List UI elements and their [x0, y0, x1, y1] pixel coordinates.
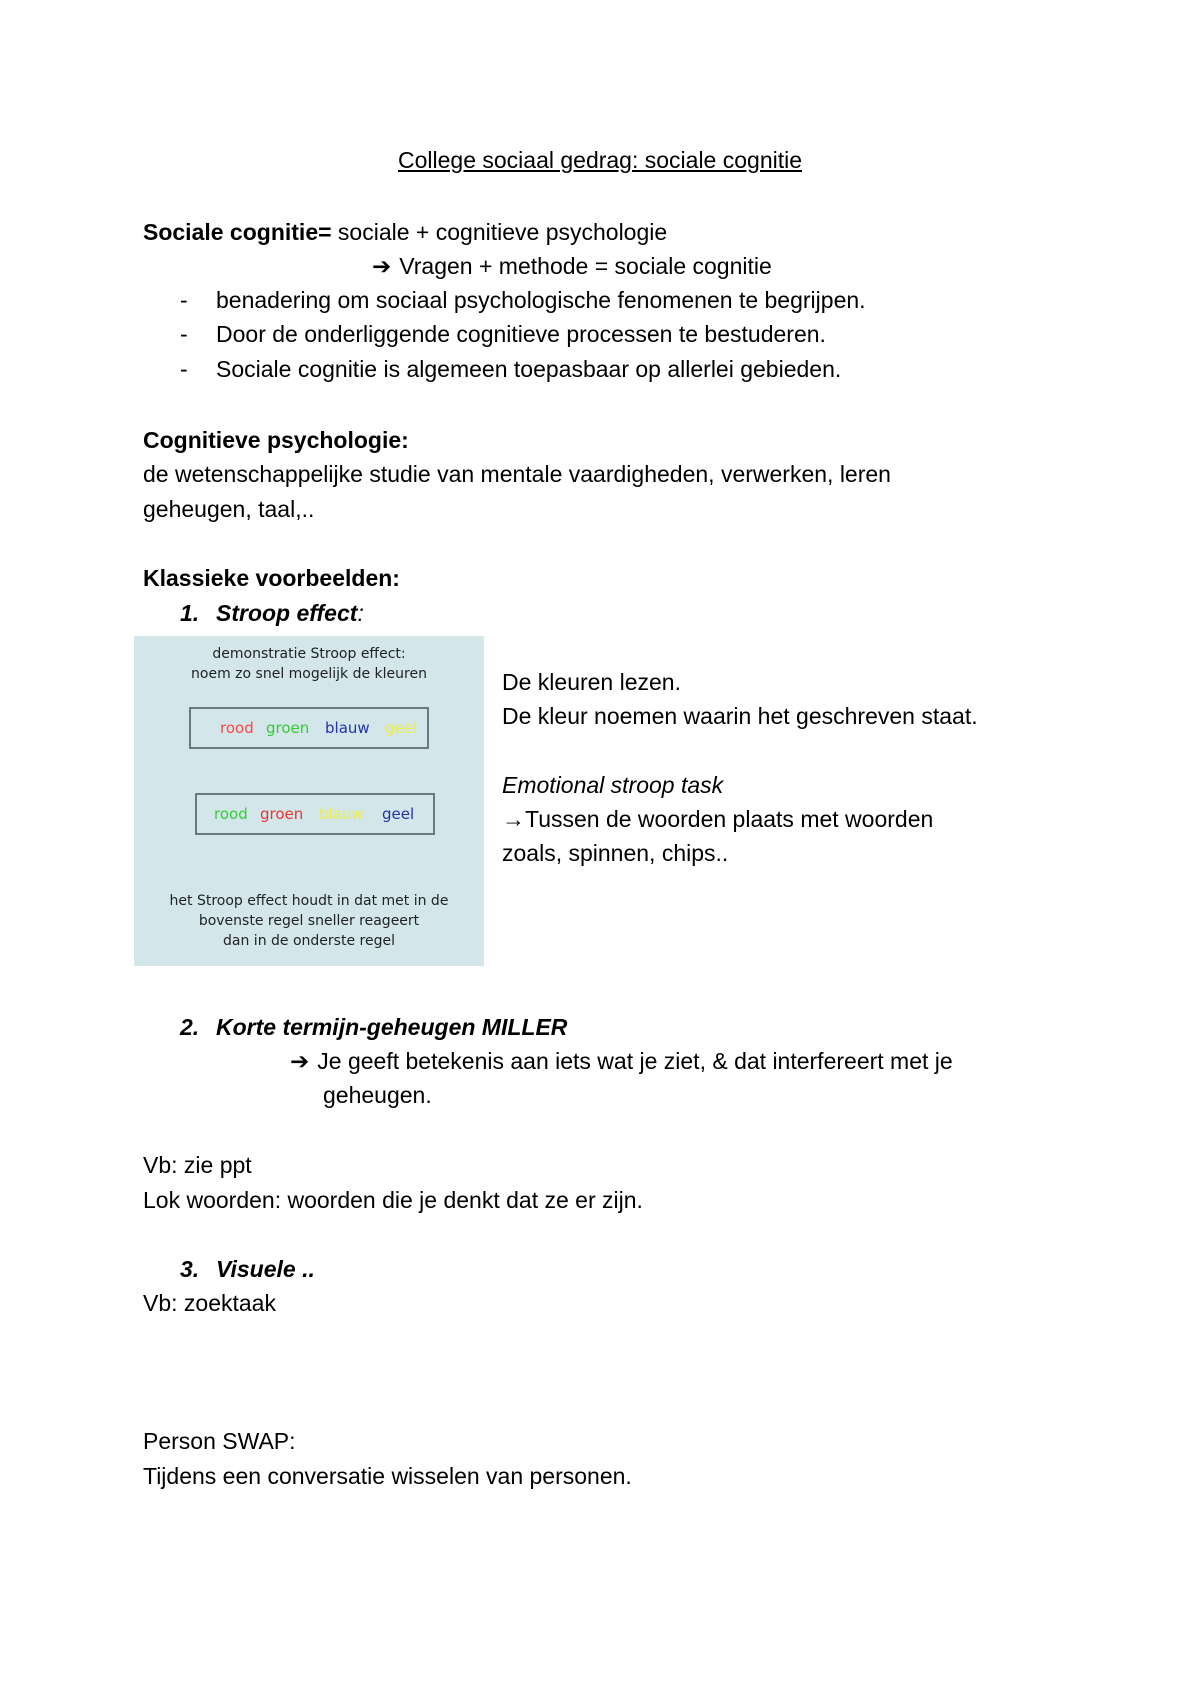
- stroop-row-congruent: [189, 707, 429, 749]
- dash-bullet-icon: -: [180, 321, 188, 347]
- emotional-stroop-label: Emotional stroop task: [502, 772, 724, 798]
- cognitieve-psychologie-heading: Cognitieve psychologie:: [143, 427, 409, 453]
- stroop-word: rood: [214, 805, 248, 823]
- arrow-line-methode: [372, 249, 772, 283]
- person-swap-heading: Person SWAP:: [143, 1428, 296, 1454]
- bullet-text: benadering om sociaal psychologische fenomenen te begrijpen.: [216, 287, 866, 313]
- stroop-label: Stroop effect: [216, 600, 358, 626]
- sociale-cognitie-definition: [143, 215, 667, 249]
- person-swap-text: Tijdens een conversatie wisselen van personen.: [143, 1463, 632, 1489]
- stroop-caption-top-1: demonstratie Stroop effect:: [212, 646, 406, 662]
- bullet-text: Door de onderliggende cognitieve processen te bestuderen.: [216, 321, 826, 347]
- stroop-caption-bottom-3: dan in de onderste regel: [223, 933, 395, 949]
- stroop-side-text-2: De kleur noemen waarin het geschreven staat.: [502, 703, 978, 729]
- stroop-side-text-4: zoals, spinnen, chips..: [502, 840, 729, 866]
- stroop-word: groen: [260, 805, 304, 823]
- stroop-row-incongruent: [195, 793, 435, 835]
- list-number: 1.: [180, 600, 200, 626]
- list-number: 2.: [180, 1014, 200, 1040]
- stroop-label-suffix: :: [357, 600, 364, 626]
- lok-woorden: Lok woorden: woorden die je denkt dat ze er zijn.: [143, 1187, 643, 1213]
- korte-termijn-text-2: geheugen.: [323, 1082, 432, 1108]
- stroop-word: groen: [266, 719, 310, 737]
- sociale-cognitie-definition-text: sociale + cognitieve psychologie: [331, 219, 668, 245]
- korte-termijn-label: Korte termijn-geheugen MILLER: [216, 1014, 568, 1040]
- emotional-stroop-arrow-line: [502, 802, 933, 836]
- korte-termijn-arrow-line: [290, 1044, 953, 1078]
- stroop-word: geel: [385, 719, 418, 737]
- stroop-caption-bottom-2: bovenste regel sneller reageert: [198, 913, 420, 929]
- korte-termijn-text-1: Je geeft betekenis aan iets wat je ziet, & dat interfereert met je: [317, 1048, 953, 1074]
- sociale-cognitie-heading: Sociale cognitie=: [143, 219, 332, 245]
- visuele-label: Visuele ..: [216, 1256, 315, 1282]
- bullet-item: [180, 283, 866, 317]
- dash-bullet-icon: -: [180, 356, 188, 382]
- klassieke-voorbeelden-heading: Klassieke voorbeelden:: [143, 565, 400, 591]
- cognitieve-psychologie-text-1: de wetenschappelijke studie van mentale vaardigheden, verwerken, leren: [143, 461, 891, 487]
- page-title: College sociaal gedrag: sociale cognitie: [397, 147, 803, 173]
- vb-zoektaak: Vb: zoektaak: [143, 1290, 276, 1316]
- stroop-word: blauw: [325, 719, 370, 737]
- emotional-stroop-text: Tussen de woorden plaats met woorden: [525, 806, 934, 832]
- bullet-item: [180, 317, 826, 351]
- cognitieve-psychologie-text-2: geheugen, taal,..: [143, 496, 315, 522]
- stroop-word: blauw: [319, 805, 364, 823]
- arrow-line-text: Vragen + methode = sociale cognitie: [399, 253, 772, 279]
- vb-zie-ppt: Vb: zie ppt: [143, 1152, 252, 1178]
- list-item-korte-termijn: [180, 1010, 567, 1044]
- list-number: 3.: [180, 1256, 200, 1282]
- list-item-stroop: [180, 596, 364, 630]
- stroop-caption-top-2: noem zo snel mogelijk de kleuren: [191, 666, 427, 682]
- stroop-word: geel: [382, 805, 415, 823]
- arrow-right-icon: ➔: [372, 253, 392, 279]
- arrow-right-icon: ➔: [290, 1048, 310, 1074]
- bullet-text: Sociale cognitie is algemeen toepasbaar op allerlei gebieden.: [216, 356, 842, 382]
- bullet-item: [180, 352, 841, 386]
- stroop-side-text-1: De kleuren lezen.: [502, 669, 681, 695]
- stroop-caption-bottom-1: het Stroop effect houdt in dat met in de: [169, 893, 449, 909]
- dash-bullet-icon: -: [180, 287, 188, 313]
- stroop-word: rood: [220, 719, 254, 737]
- stroop-demo-image: [134, 636, 484, 966]
- arrow-right-icon: →: [502, 806, 525, 832]
- list-item-visuele: [180, 1252, 315, 1286]
